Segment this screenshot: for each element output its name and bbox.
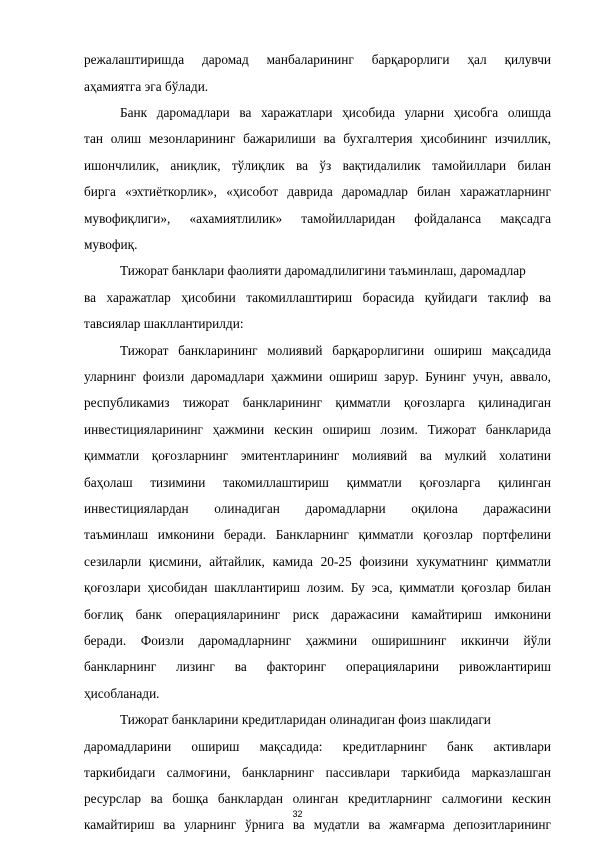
paragraph-start-line: Тижорат банклари фаолияти даромадлилигини таъминлаш, даромадлар [120,263,526,278]
text-line: республикамиз тижорат банкларининг қимматли қоғозларга қилинадиган [84,395,551,410]
text-line: баҳолаш тизимини такомиллаштириш қимматли қоғозларга қилинган [84,475,551,490]
paragraph-start-line: Банк даромадлари ва харажатлари ҳисобида уларни ҳисобга олишда [120,105,551,120]
text-line: таркибидаги салмоғини, банкларнинг пассивлари таркибида марказлашган [84,765,551,780]
text-line: инвестициялардан олинадиган даромадларни оқилона даражасини [84,501,551,516]
text-line: боғлиқ банк операцияларининг риск даражасини камайтириш имконини [84,607,551,622]
text-line: инвестицияларининг ҳажмини кескин ошириш лозим. Тижорат банкларида [84,422,551,437]
text-line: уларнинг фоизли даромадлари ҳажмини ошириш зарур. Бунинг учун, аввало, [84,369,551,384]
text-line: беради. Фоизли даромадларнинг ҳажмини оширишнинг иккинчи йўли [84,633,551,648]
text-line: мувофиқлиги», «ахамиятлилик» тамойилларидан фойдаланса мақсадга [84,211,551,226]
text-line: қимматли қоғозларнинг эмитентларининг молиявий ва мулкий холатини [84,448,551,463]
text-line: бирга «эхтиёткорлик», «ҳисобот даврида даромадлар билан харажатларнинг [84,184,551,199]
text-line: тавсиялар шакллантирилди: [84,316,244,331]
text-line: таъминлаш имконини беради. Банкларнинг қимматли қоғозлар портфелини [84,527,551,542]
text-line: қоғозлари ҳисобидан шакллантириш лозим. Бу эса, қимматли қоғозлар билан [84,580,551,595]
text-line: аҳамиятга эга бўлади. [84,79,209,94]
text-line: камайтириш ва уларнинг ўрнига ва мудатли ва жамғарма депозитларининг [84,817,551,832]
text-line: ва харажатлар ҳисобини такомиллаштириш борасида қуйидаги таклиф ва [84,290,551,305]
text-line: сезиларли қисмини, айтайлик, камида 20-25 фоизини хукуматнинг қимматли [84,554,551,569]
paragraph-start-line: Тижорат банкларининг молиявий барқарорлигини ошириш мақсадида [120,343,551,358]
text-line: мувофиқ. [84,237,138,252]
text-line: режалаштиришда даромад манбаларининг барқарорлиги ҳал қилувчи [84,52,551,67]
text-line: ишончлилик, аниқлик, тўлиқлик ва ўз вақтидалилик тамойиллари билан [84,158,551,173]
page-number: 32 [292,809,303,819]
paragraph-start-line: Тижорат банкларини кредитларидан олинадиган фоиз шаклидаги [120,712,491,727]
text-line: ресурслар ва бошқа банклардан олинган кредитларнинг салмоғини кескин [84,791,551,806]
text-line: ҳисобланади. [84,686,160,701]
text-line: банкларнинг лизинг ва факторинг операцияларини ривожлантириш [84,659,551,674]
text-line: даромадларини ошириш мақсадида: кредитларнинг банк активлари [84,739,551,754]
text-line: тан олиш мезонларининг бажарилиши ва бухгалтерия ҳисобининг изчиллик, [84,131,551,146]
